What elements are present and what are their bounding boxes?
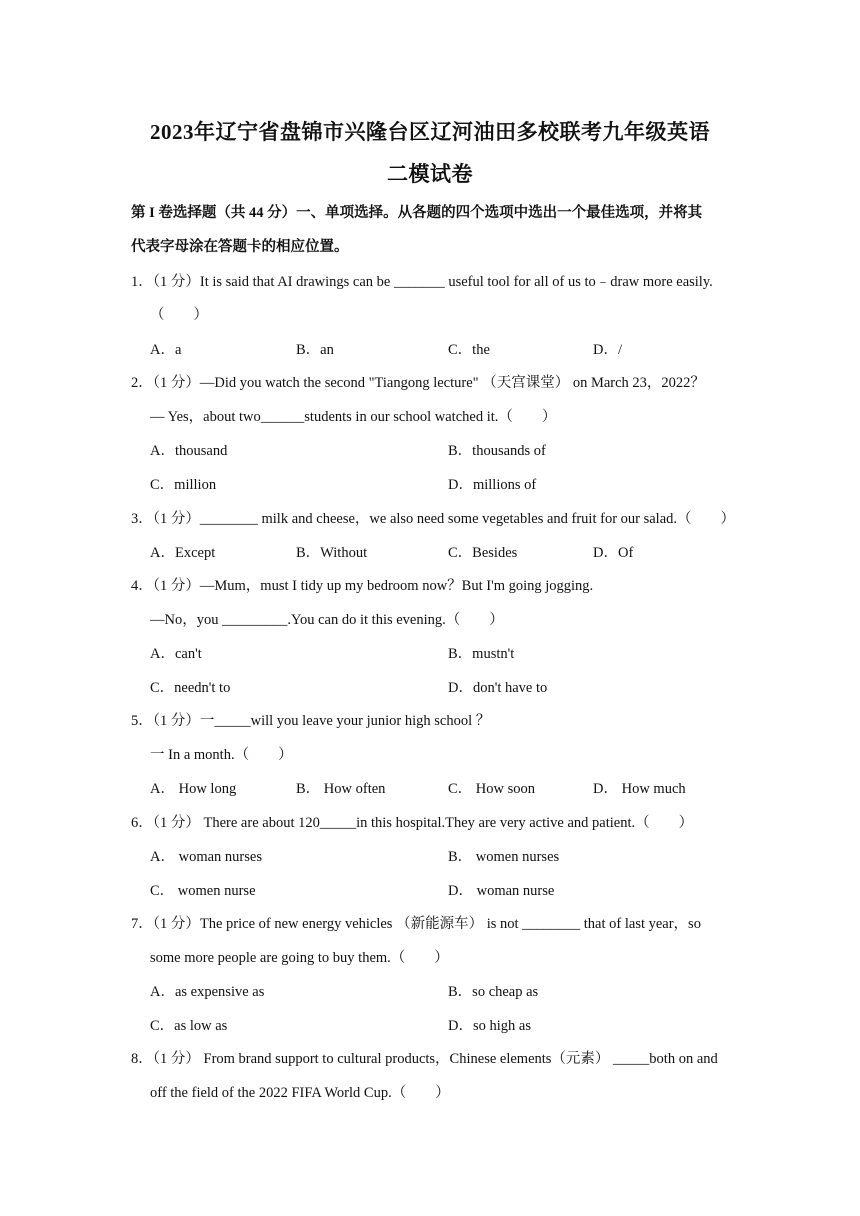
section-instruction-line-1: 第 I 卷选择题（共 44 分）一、单项选择。从各题的四个选项中选出一个最佳选项，并将其 [131, 205, 703, 221]
option-d: D． How much [593, 781, 686, 797]
question-stem: 8．（1 分） From brand support to cultural products，Chinese elements（元素） _____both on and [131, 1051, 718, 1067]
option-a: A．as expensive as [150, 984, 265, 1000]
question-stem: 4．（1 分）—Mum，must I tidy up my bedroom now？But I'm going jogging. [131, 578, 594, 594]
option-d: D．/ [593, 342, 622, 358]
question-stem: 5．（1 分）一_____will you leave your junior high school ？ [131, 713, 491, 729]
question-stem: 6．（1 分） There are about 120_____in this hospital.They are very active and patient.（ ） [131, 815, 694, 831]
question-stem: 1．（1 分）It is said that AI drawings can be _______ useful tool for all of us to﹣draw more easily. [131, 274, 713, 290]
option-d: D．Of [593, 545, 634, 561]
option-c: C．as low as [150, 1018, 228, 1034]
exam-title-line-2: 二模试卷 [387, 162, 473, 186]
question-stem: —No，you _________.You can do it this evening.（ ） [150, 612, 504, 628]
option-c: C． How soon [448, 781, 536, 797]
option-a: A．can't [150, 646, 202, 662]
option-d: D．so high as [448, 1018, 531, 1034]
option-c: C．the [448, 342, 490, 358]
question-stem: off the field of the 2022 FIFA World Cup.（ ） [150, 1085, 450, 1101]
option-b: B．so cheap as [448, 984, 539, 1000]
option-d: D． woman nurse [448, 883, 555, 899]
question-stem: — Yes，about two______students in our school watched it.（ ） [150, 409, 557, 425]
option-b: B．Without [296, 545, 368, 561]
option-a: A．Except [150, 545, 216, 561]
option-b: B．thousands of [448, 443, 546, 459]
option-a: A．thousand [150, 443, 228, 459]
question-stem: 2．（1 分）—Did you watch the second "Tiangong lecture" （天宫课堂） on March 23，2022？ [131, 375, 705, 391]
option-c: C．Besides [448, 545, 518, 561]
question-stem: （ ） [150, 307, 208, 323]
option-c: C．needn't to [150, 680, 231, 696]
option-d: D．don't have to [448, 680, 548, 696]
option-a: A．a [150, 342, 182, 358]
option-a: A． How long [150, 781, 237, 797]
question-stem: 一 In a month.（ ） [150, 747, 293, 763]
option-b: B．an [296, 342, 334, 358]
exam-title-line-1: 2023年辽宁省盘锦市兴隆台区辽河油田多校联考九年级英语 [150, 120, 710, 144]
option-d: D．millions of [448, 477, 537, 493]
question-stem: 7．（1 分）The price of new energy vehicles （新能源车） is not ________ that of last year，so [131, 916, 701, 932]
option-c: C．million [150, 477, 217, 493]
option-b: B．mustn't [448, 646, 515, 662]
section-instruction-line-2: 代表字母涂在答题卡的相应位置。 [131, 239, 349, 255]
question-stem: some more people are going to buy them.（ ） [150, 950, 449, 966]
question-stem: 3．（1 分）________ milk and cheese，we also need some vegetables and fruit for our salad.（ ） [131, 511, 736, 527]
option-c: C． women nurse [150, 883, 256, 899]
option-a: A． woman nurses [150, 849, 262, 865]
option-b: B． How often [296, 781, 386, 797]
option-b: B． women nurses [448, 849, 560, 865]
